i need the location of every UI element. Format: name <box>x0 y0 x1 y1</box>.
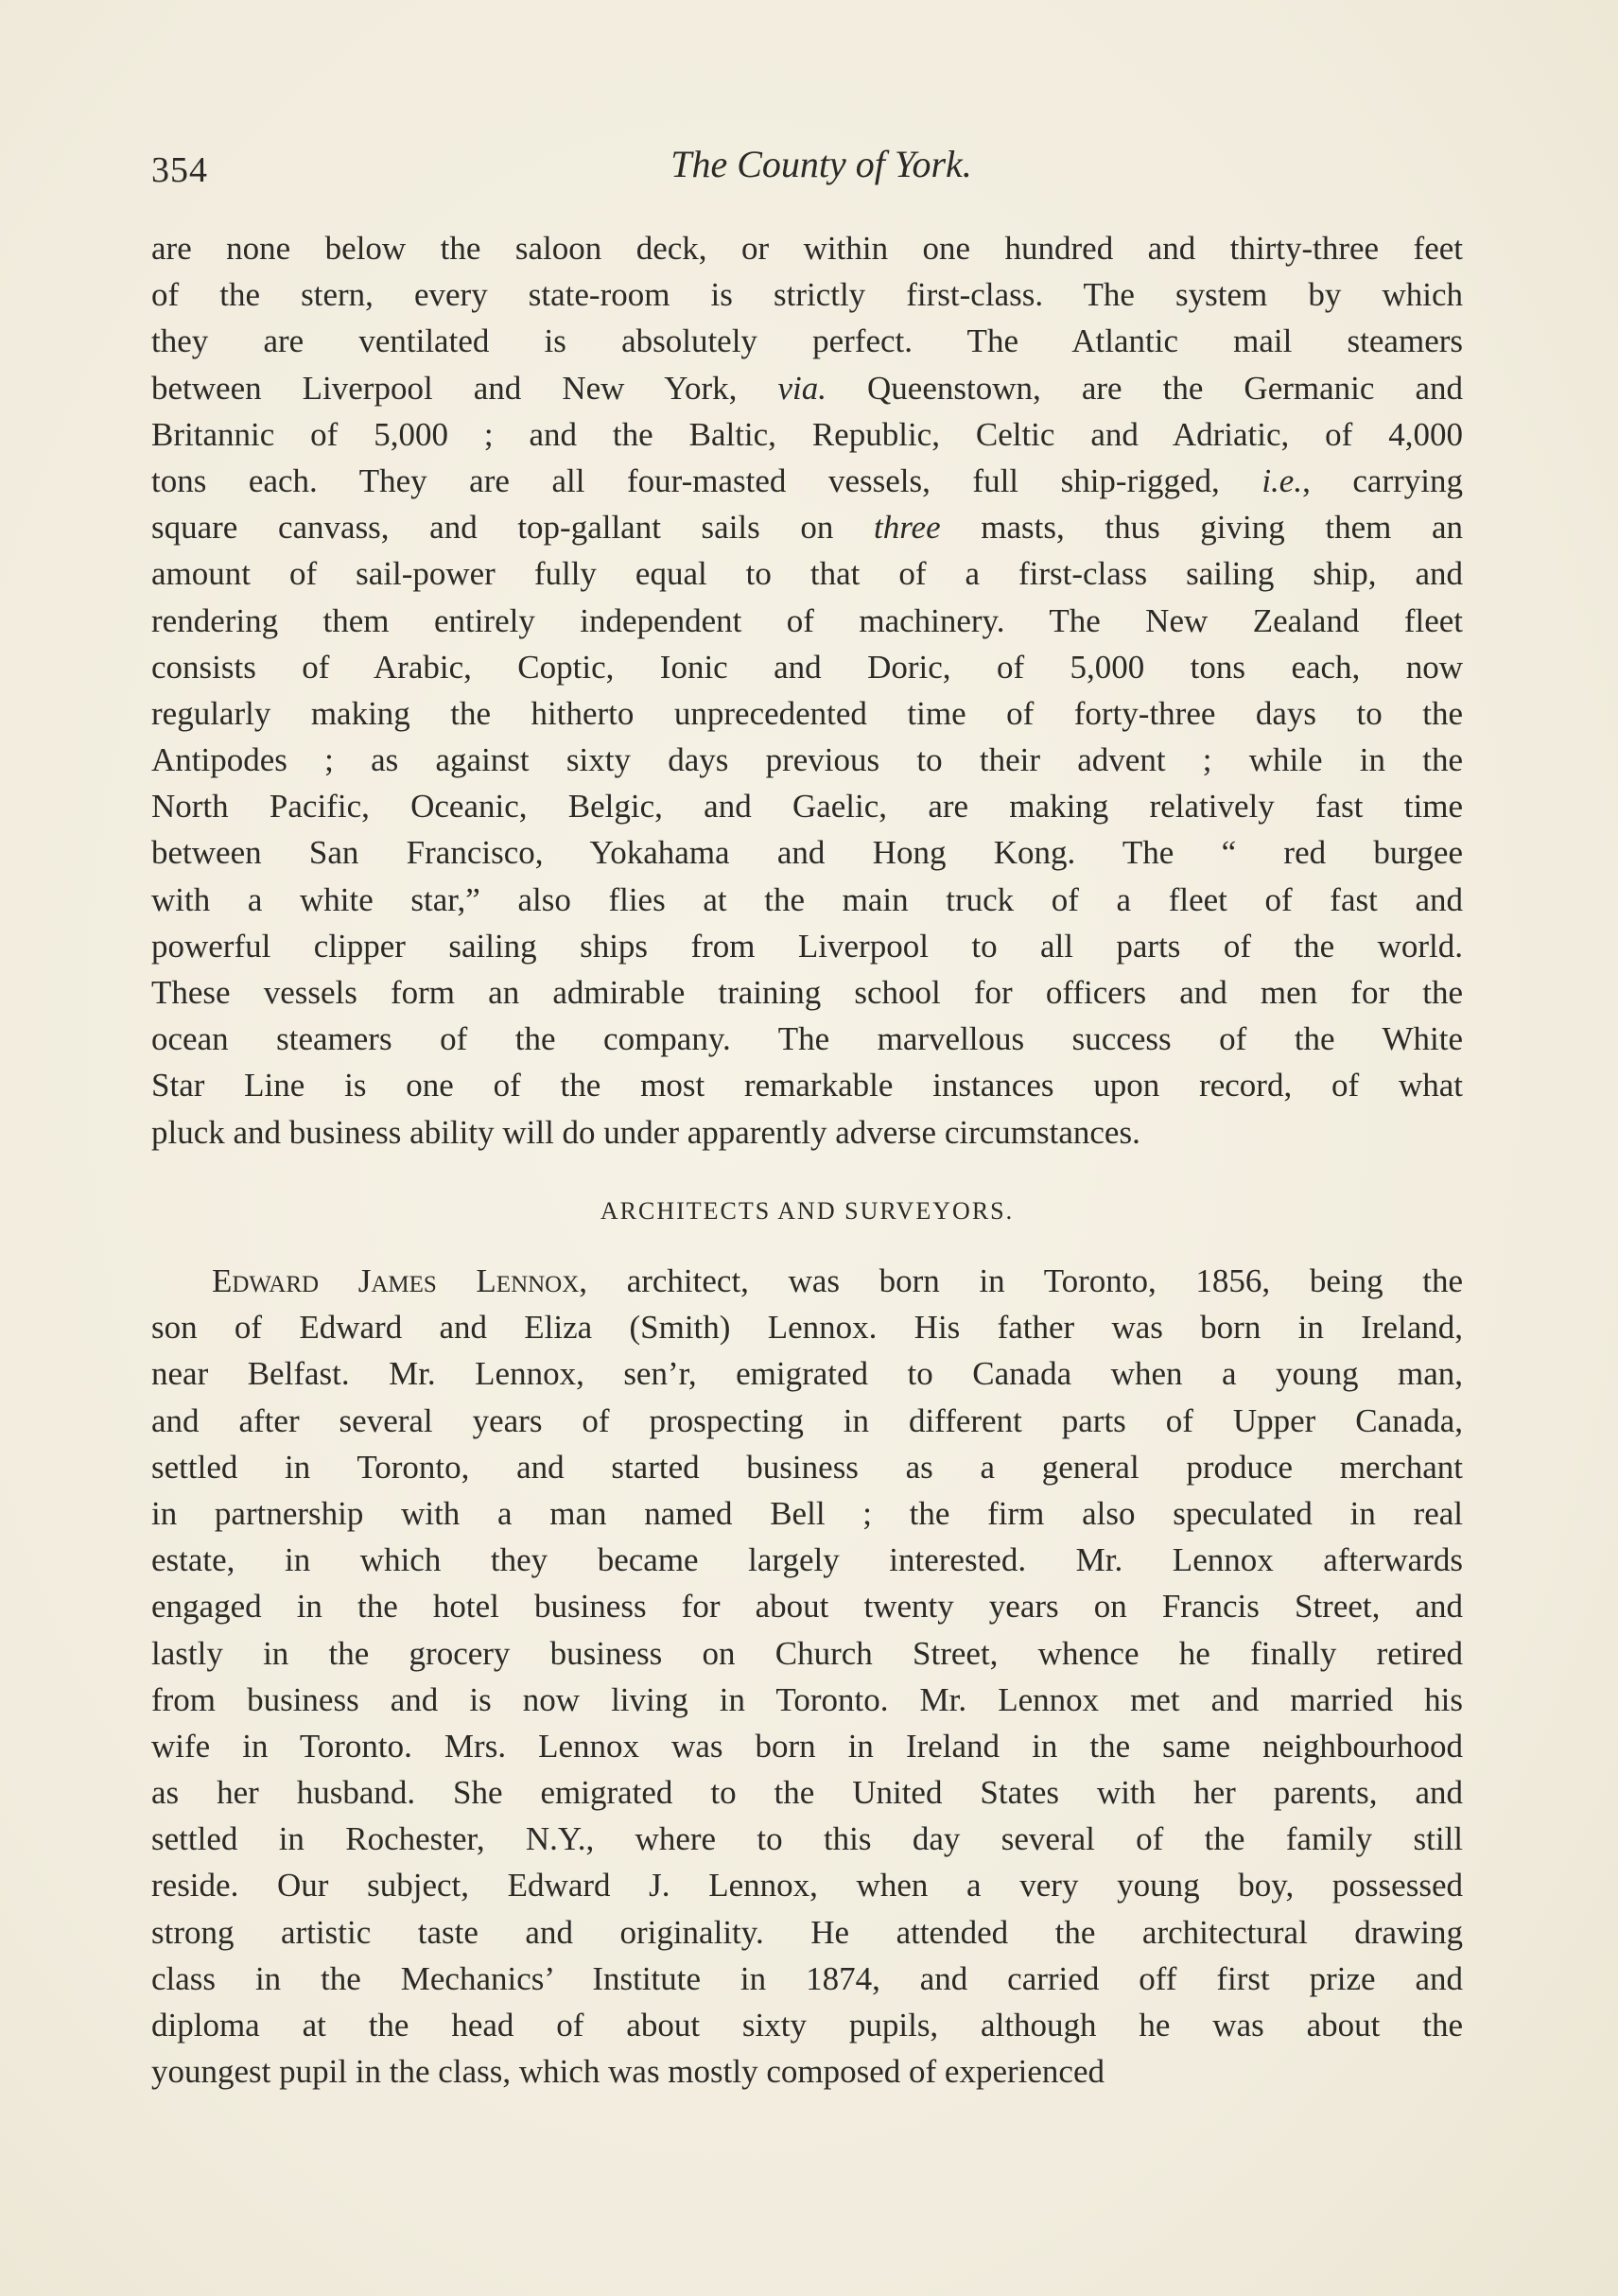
text-line: settled in Toronto, and started business as a general produce merchant <box>151 1448 1463 1486</box>
text-line: Britannic of 5,000 ; and the Baltic, Republic, Celtic and Adriatic, of 4,000 <box>151 415 1463 453</box>
text-line: youngest pupil in the class, which was mostly composed of experienced <box>151 2053 1105 2091</box>
text-line <box>151 504 1463 550</box>
section-heading: ARCHITECTS AND SURVEYORS. <box>600 1197 1015 1225</box>
text-line: are none below the saloon deck, or within one hundred and thirty-three feet <box>151 230 1463 267</box>
text-line: estate, in which they became largely interested. Mr. Lennox afterwards <box>151 1541 1463 1579</box>
paragraph-white-star-line <box>151 225 1463 1156</box>
running-title: The County of York. <box>670 143 972 185</box>
paragraph-edward-james-lennox <box>151 1258 1463 2095</box>
text-line: lastly in the grocery business on Church Street, whence he finally retired <box>151 1634 1463 1672</box>
text-line: in partnership with a man named Bell ; the firm also speculated in real <box>151 1494 1463 1532</box>
text-line: amount of sail-power fully equal to that of a first-class sailing ship, and <box>151 555 1463 593</box>
italic-word: via. <box>777 369 826 407</box>
text-line: powerful clipper sailing ships from Liverpool to all parts of the world. <box>151 927 1463 965</box>
text-line: diploma at the head of about sixty pupils, although he was about the <box>151 2007 1463 2044</box>
subject-name: Edward James Lennox, <box>212 1262 588 1299</box>
text-line: wife in Toronto. Mrs. Lennox was born in Ireland in the same neighbourhood <box>151 1727 1463 1765</box>
text-line: between San Francisco, Yokahama and Hong Kong. The “ red burgee <box>151 834 1463 872</box>
text-line: reside. Our subject, Edward J. Lennox, when a very young boy, possessed <box>151 1867 1463 1905</box>
text-line: pluck and business ability will do under apparently adverse circumstances. <box>151 1113 1140 1151</box>
text-line: rendering them entirely independent of machinery. The New Zealand fleet <box>151 601 1463 639</box>
text-line: These vessels form an admirable training school for officers and men for the <box>151 974 1463 1011</box>
text-line: North Pacific, Oceanic, Belgic, and Gaelic, are making relatively fast time <box>151 788 1463 826</box>
italic-word: three <box>874 509 941 547</box>
text-line: engaged in the hotel business for about twenty years on Francis Street, and <box>151 1588 1463 1626</box>
text-segment: architect, was born in Toronto, 1856, being the <box>587 1262 1463 1299</box>
text-line: class in the Mechanics’ Institute in 1874, and carried off first prize and <box>151 1959 1463 1997</box>
page-number: 354 <box>151 150 208 190</box>
text-line: consists of Arabic, Coptic, Ionic and Doric, of 5,000 tons each, now <box>151 648 1463 686</box>
text-line: near Belfast. Mr. Lennox, sen’r, emigrated to Canada when a young man, <box>151 1355 1463 1393</box>
text-segment: between Liverpool and New York, <box>151 369 778 407</box>
text-line: settled in Rochester, N.Y., where to this day several of the family still <box>151 1820 1463 1858</box>
text-segment: square canvass, and top-gallant sails on <box>151 509 875 547</box>
text-line: strong artistic taste and originality. He attended the architectural drawing <box>151 1913 1463 1951</box>
text-line: Star Line is one of the most remarkable instances upon record, of what <box>151 1067 1463 1105</box>
text-line: from business and is now living in Toronto. Mr. Lennox met and married his <box>151 1680 1463 1718</box>
text-segment: , carrying <box>1302 461 1463 499</box>
text-line: ocean steamers of the company. The marvellous success of the White <box>151 1020 1463 1058</box>
text-line: they are ventilated is absolutely perfect. The Atlantic mail steamers <box>151 322 1463 360</box>
text-line <box>151 1258 1463 1304</box>
text-line: as her husband. She emigrated to the United States with her parents, and <box>151 1774 1463 1812</box>
text-line: with a white star,” also flies at the main truck of a fleet of fast and <box>151 880 1463 918</box>
text-segment: masts, thus giving them an <box>940 509 1463 547</box>
text-line: and after several years of prospecting in different parts of Upper Canada, <box>151 1401 1463 1439</box>
text-line <box>151 458 1463 504</box>
text-segment: tons each. They are all four-masted vessels, full ship-rigged, <box>151 461 1262 499</box>
italic-word: i.e. <box>1261 461 1303 499</box>
text-line: son of Edward and Eliza (Smith) Lennox. His father was born in Ireland, <box>151 1309 1463 1347</box>
text-line: of the stern, every state-room is strictly first-class. The system by which <box>151 276 1463 314</box>
text-line: regularly making the hitherto unprecedented time of forty-three days to the <box>151 694 1463 732</box>
text-segment: Queenstown, are the Germanic and <box>826 369 1463 407</box>
page-header <box>151 142 1463 199</box>
text-line <box>151 365 1463 411</box>
text-line: Antipodes ; as against sixty days previous to their advent ; while in the <box>151 741 1463 779</box>
